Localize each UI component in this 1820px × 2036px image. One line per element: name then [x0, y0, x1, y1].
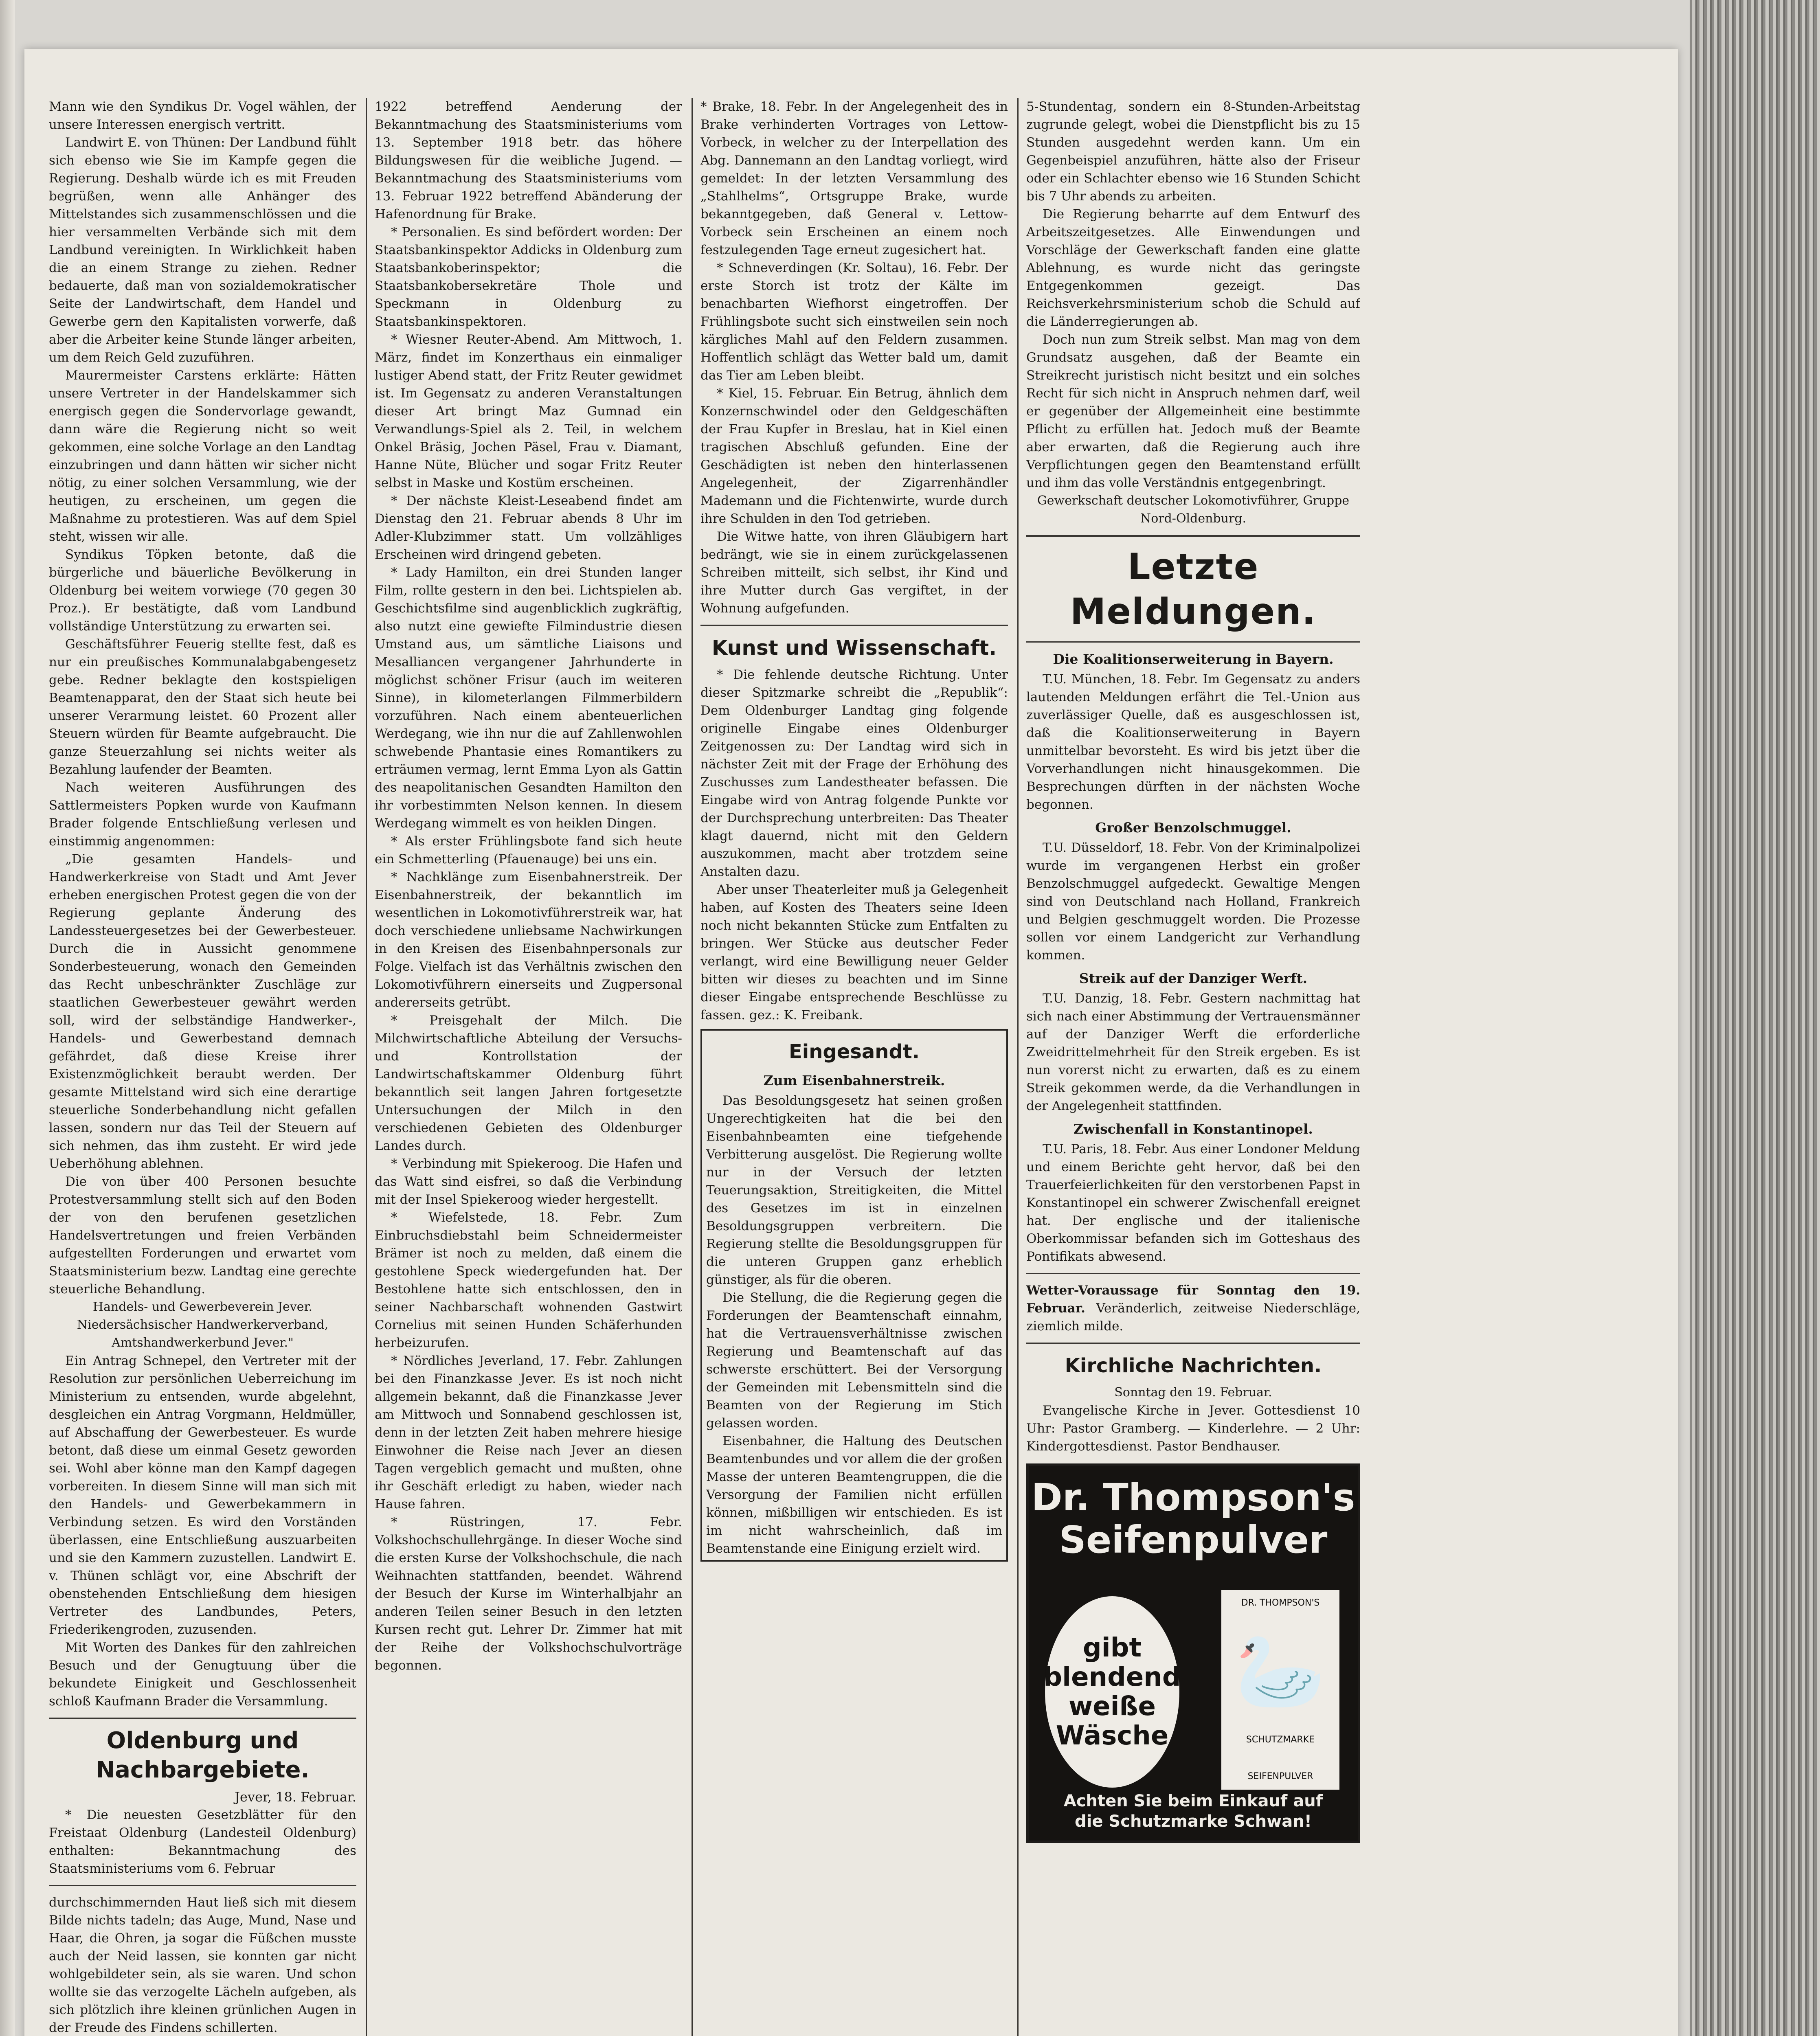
paragraph: Die von über 400 Personen besuchte Protestversammlung stellt sich auf den Boden der von den berufenen gesetzlichen Handelsvertretungen und freien Verbänden aufgestellten Forderungen und erwartet vom Staatsministerium bezw. Landtag eine gerechte steuerliche Behandlung. [49, 1174, 356, 1297]
paragraph: Ein Antrag Schnepel, den Vertreter mit der Resolution zur persönlichen Ueberreichung im Ministerium zu entsenden, wurde abgelehnt, desgleichen ein Antrag Vorgmann, Heldmüller, auf Abschaffung der Gewerbesteuer. Es wurde betont, daß diese um einmal Gesetz geworden sei. Wohl aber könne man den Kampf dagegen vorbereiten. In diesem Sinne will man sich mit den Handels- und Gewerbekammern in Verbindung setzen. Es wird den Vorständen überlassen, eine Entschließung auszuarbeiten und sie den Kammern zuzustellen. Landwirt E. v. Thünen schlägt vor, eine Abschrift der obenstehenden Entschließung dem hiesigen Vertreter des Landbundes, Peters, Friederikengroden, zuzusenden. [49, 1354, 356, 1637]
ad-package [1219, 1588, 1341, 1792]
paragraph: * Verbindung mit Spiekeroog. Die Hafen und das Watt sind eisfrei, so daß die Verbindung mit der Insel Spiekeroog wieder hergestellt. [375, 1156, 682, 1207]
divider [49, 1885, 356, 1886]
ad-slogan-line: weiße Wäsche [1056, 1692, 1169, 1751]
column-2 [375, 98, 682, 2036]
weather-forecast [1026, 1281, 1360, 1335]
newspaper-page [24, 49, 1678, 2036]
weather-label: Wetter-Voraussage für Sonntag den 19. Februar. [1026, 1283, 1360, 1316]
paragraph: Eisenbahner, die Haltung des Deutschen Beamtenbundes und vor allem die der großen Masse der unteren Beamtengruppen, die die Versorgung der Familien nicht erfüllen können, mißbilligen wir entschieden. Es ist im nicht wahrscheinlich, daß im Beamtenstande eine Einigung erzielt wird. [706, 1434, 1002, 1556]
paragraph: * Lady Hamilton, ein drei Stunden langer Film, rollte gestern in den bei. Lichtspielen ab. Geschichtsfilme sind augenblicklich zugkräftig, also nutzt eine gewiefte Filmindustrie diesen Umstand aus, um sämtliche Liaisons und Mesalliancen vergangener Jahrhunderte in möglichst schöner Frisur (auch im weiteren Sinne), in kilometerlangen Filmmerbildern vorzuführen. Nach einem abenteuerlichen Werdegang, wie ihn nur die auf Zahllenwohlen schwebende Phantasie eines Romantikers zu erträumen vermag, lernt Emma Lyon als Gattin des neapolitanischen Gesandten Hamilton den ihr vorbestimmten Nelson kennen. In diesem Werdegang wimmelt es von heiklen Dingen. [375, 565, 682, 831]
paragraph: durchschimmernden Haut ließ sich mit diesem Bilde nichts tadeln; das Auge, Mund, Nase und Haar, die Ohren, ja sogar die Füßchen musste auch der Neid lassen, sie konnten gar nicht wohlgebildeter sein, als sie waren. Und schon wollte sie das verzogelte Lächeln aufgeben, als sich plötzlich ihre kleinen grünlichen Augen in der Freude des Findens schillerten. [49, 1895, 356, 2035]
paragraph: * Nördliches Jeverland, 17. Febr. Zahlungen bei den Finanzkasse Jever. Es ist noch nicht allgemein bekannt, daß die Finanzkasse Jever am Mittwoch und Sonnabend geschlossen ist, denn in der letzten Zeit haben mehrere hiesige Einwohner die Reise nach Jever an diesen Tagen vergeblich gemacht und mußten, ohne ihr Geschäft erledigt zu haben, wieder nach Hause fahren. [375, 1354, 682, 1512]
box-title: Eingesandt. [789, 1040, 920, 1063]
paragraph: * Brake, 18. Febr. In der Angelegenheit des in Brake verhinderten Vortrages von Lettow-Vorbeck, in welcher zu der Interpellation des Abg. Dannemann an den Landtag vorliegt, wird gemeldet: In der letzten Versammlung des „Stahlhelms“, Ortsgruppe Brake, wurde bekanntgegeben, daß General v. Lettow-Vorbeck sein Erscheinen an einem noch festzulegenden Tage erneut zugesichert hat. [700, 99, 1008, 257]
paragraph: * Die neuesten Gesetzblätter für den Freistaat Oldenburg (Landesteil Oldenburg) enthalten: Bekanntmachung des Staatsministeriums vom 6. Februar [49, 1808, 356, 1876]
paragraph: Syndikus Töpken betonte, daß die bürgerliche und bäuerliche Bevölkerung in Oldenburg bei weitem vorwiege (70 gegen 30 Proz.). Er bestätigte, daß vom Landbund vollständige Unterstützung zu erwarten sei. [49, 547, 356, 634]
paragraph: 5-Stundentag, sondern ein 8-Stunden-Arbeitstag zugrunde gelegt, wobei die Dienstpflicht bis zu 15 Stunden ausgedehnt werden kann. Um ein Gegenbeispiel anzuführen, hätte also der Friseur oder ein Schlachter ebenso wie 16 Stunden Schicht bis 7 Uhr abends zu arbeiten. [1026, 99, 1360, 204]
paragraph: * Schneverdingen (Kr. Soltau), 16. Febr. Der erste Storch ist trotz der Kälte im benachbarten Wiefhorst eingetroffen. Der Frühlingsbote sucht sich einstweilen sein noch kärgliches Mahl auf den Feldern zusammen. Hoffentlich schlägt das Wetter bald um, damit das Tier am Leben bleibt. [700, 261, 1008, 383]
paragraph: Nach weiteren Ausführungen des Sattlermeisters Popken wurde von Kaufmann Brader folgende Entschließung verlesen und einstimmig angenommen: [49, 780, 356, 849]
news-text: T.U. Düsseldorf, 18. Febr. Von der Kriminalpolizei wurde im vergangenen Herbst ein großer Benzolschmuggel aufgedeckt. Gewaltige Mengen sind von Deutschland nach Holland, Frankreich und Belgien geschmuggelt worden. Die Prozesse sollen vor einem Landgericht zur Verhandlung kommen. [1026, 840, 1360, 963]
paragraph: Doch nun zum Streik selbst. Man mag von dem Grundsatz ausgehen, daß der Beamte ein Streikrecht juristisch nicht besitzt und ein solches Recht für sich nicht in Anspruch nehmen darf, weil er gegenüber der Allgemeinheit eine bestimmte Pflicht zu erfüllen hat. Jedoch muß der Beamte aber erwarten, daß die Regierung auch ihre Verpflichtungen gegen den Beamtenstand erfüllt und ihm das volle Verständnis entgegenbringt. [1026, 332, 1360, 490]
paragraph: Aber unser Theaterleiter muß ja Gelegenheit haben, auf Kosten des Theaters seine Ideen noch nicht bekannten Stücke zum Entfalten zu bringen. Wer Stücke aus deutscher Feder verlangt, wird eine Bewilligung neuer Gelder bitten wir dieses zu beachten und im Sinne dieser Eingabe entsprechende Beschlüsse zu fassen. gez.: K. Freibank. [700, 882, 1008, 1022]
column-rule [692, 98, 693, 2036]
ad-footer-line: die Schutzmarke Schwan! [1075, 1812, 1312, 1831]
page-stack-edges [1690, 0, 1820, 2036]
news-text: T.U. Danzig, 18. Febr. Gestern nachmittag hat sich nach einer Abstimmung der Vertrauensmänner auf der Danziger Werft die erforderliche Zweidrittelmehrheit für den Streik ergeben. Es ist nun vorerst nicht zu erwarten, daß es zu einem Streik gekommen werde, da die Verhandlungen in der Angelegenheit stattfinden. [1026, 991, 1360, 1113]
church-date: Sonntag den 19. Februar. [1114, 1385, 1272, 1400]
paragraph: * Preisgehalt der Milch. Die Milchwirtschaftliche Abteilung der Versuchs- und Kontrollstation der Landwirtschaftskammer Oldenburg führt bekanntlich seit langen Jahren fortgesetzte Untersuchungen der Milch in den verschiedenen Gebieten des Oldenburger Landes durch. [375, 1013, 682, 1153]
paragraph: Maurermeister Carstens erklärte: Hätten unsere Vertreter in der Handelskammer sich energisch gegen die Sondervorlage gewandt, dann wäre die Regierung nicht so weit gekommen, eine solche Vorlage an den Landtag einzubringen und dann hätten wir sicher nicht nötig, zu einer solchen Versammlung, wie der heutigen, zu erscheinen, um gegen die Maßnahme zu protestieren. Was auf dem Spiel steht, wissen wir alle. [49, 368, 356, 544]
section-title: Kunst und Wissenschaft. [711, 636, 997, 660]
paragraph: * Als erster Frühlingsbote fand sich heute ein Schmetterling (Pfauenauge) bei uns ein. [375, 834, 682, 867]
news-headline: Zwischenfall in Konstantinopel. [1074, 1121, 1313, 1137]
signoff-line: Gewerkschaft deutscher Lokomotivführer, Gruppe Nord-Oldenburg. [1037, 494, 1350, 526]
news-headline: Großer Benzolschmuggel. [1095, 820, 1291, 836]
section-title: Oldenburg und Nachbargebiete. [96, 1727, 310, 1783]
paragraph: Die Stellung, die die Regierung gegen die Forderungen der Beamtenschaft einnahm, hat die Vertrauensverhältnisse zwischen Regierung und Beamtenschaft auf das schwerste erschüttert. Bei der Versorgung der Gemeinden mit Lebensmitteln sind die Beamten von der Regierung im Stich gelassen worden. [706, 1290, 1002, 1430]
news-text: T.U. Paris, 18. Febr. Aus einer Londoner Meldung und einem Berichte geht hervor, daß bei den Trauerfeierlichkeiten für den verstorbenen Papst in Konstantinopel ein schwerer Zwischenfall ereignet hat. Der englische und der italienische Oberkommissar befanden sich im Gotteshaus des Pontifikats abwesend. [1026, 1142, 1360, 1264]
ad-footer-line: Achten Sie beim Einkauf auf [1063, 1792, 1323, 1810]
paragraph: * Wiesner Reuter-Abend. Am Mittwoch, 1. März, findet im Konzerthaus ein einmaliger lustiger Abend statt, der Fritz Reuter gewidmet ist. Im Gegensatz zu anderen Veranstaltungen dieser Art bringt Maz Gumnad ein Verwandlungs-Spiel als 2. Teil, in welchem Onkel Bräsig, Jochen Päsel, Frau v. Diamant, Hanne Nüte, Blücher und sogar Fritz Reuter selbst in Maske und Kostüm erscheinen. [375, 332, 682, 490]
column-rule [366, 98, 367, 2036]
ad-footer [1029, 1791, 1358, 1832]
column-4 [1026, 98, 1360, 2036]
church-title: Kirchliche Nachrichten. [1065, 1354, 1322, 1377]
ad-slogan-line: blendend [1043, 1662, 1181, 1692]
paragraph: * Wiefelstede, 18. Febr. Zum Einbruchsdiebstahl beim Schneidermeister Brämer ist noch zu melden, daß einem die gestohlene Speck wiedergefunden hat. Der Bestohlene hatte sich entschlossen, den in seiner Nachbarschaft wohnenden Gastwirt Cornelius mit seinen Hunden Schäferhunden herbeizurufen. [375, 1210, 682, 1350]
package-label: SCHUTZMARKE [1246, 1735, 1315, 1745]
divider [1026, 1343, 1360, 1344]
package-label: DR. THOMPSON'S [1241, 1598, 1320, 1608]
paragraph: * Personalien. Es sind befördert worden: Der Staatsbankinspektor Addicks in Oldenburg zum Staatsbankoberinspektor; die Staatsbankobersekretäre Thole und Speckmann in Oldenburg zu Staatsbankinspektoren. [375, 225, 682, 329]
paragraph: Mann wie den Syndikus Dr. Vogel wählen, der unsere Interessen energisch vertritt. [49, 99, 356, 132]
ad-slogan [1045, 1596, 1179, 1788]
serial-novel [49, 1893, 356, 2036]
paragraph: * Rüstringen, 17. Febr. Volkshochschullehrgänge. In dieser Woche sind die ersten Kurse der Volkshochschule, die nach Weihnachten stattfanden, beendet. Während der Besuch der Kurse im Winterhalbjahr an anderen Teilen seiner Besuch in den letzten Kursen recht gut. Lehrer Dr. Zimmer hat mit der Reihe der Volkshochschulvorträge begonnen. [375, 1515, 682, 1673]
column-3 [700, 98, 1008, 2036]
signoff-line: Niedersächsischer Handwerkerverband, [77, 1318, 329, 1332]
adjacent-page-edge [0, 0, 15, 2036]
paragraph: Mit Worten des Dankes für den zahlreichen Besuch und der Genugtuung über die bekundete Einigkeit und Geschlossenheit schloß Kaufmann Brader die Versammlung. [49, 1640, 356, 1709]
paragraph: * Der nächste Kleist-Leseabend findet am Dienstag den 21. Februar abends 8 Uhr im Adler-Klubzimmer statt. Um vollzähliges Erscheinen wird dringend gebeten. [375, 494, 682, 562]
divider [1026, 535, 1360, 537]
divider [1026, 641, 1360, 643]
weather-text: Veränderlich, zeitweise Niederschläge, ziemlich milde. [1026, 1301, 1360, 1334]
paragraph: 1922 betreffend Aenderung der Bekanntmachung des Staatsministeriums vom 13. September 1918 betr. das höhere Bildungswesen für die weibliche Jugend. — Bekanntmachung des Staatsministeriums vom 13. Februar 1922 betreffend Abänderung der Hafenordnung für Brake. [375, 99, 682, 222]
column-1 [49, 98, 356, 2036]
paragraph: Das Besoldungsgesetz hat seinen großen Ungerechtigkeiten hat die bei den Eisenbahnbeamten eine tiefgehende Verbitterung ausgelöst. Die Regierung wollte nur in der Versuch der letzten Teuerungsaktion, Streitigkeiten, die Mittel des Gesetzes im ist in einzelnen Besoldungsgruppen verbreitern. Die Regierung stellte die Besoldungsgruppen für die unteren Gruppen ganz erheblich günstiger, als für die oberen. [706, 1093, 1002, 1287]
ad-slogan-line: gibt [1082, 1633, 1142, 1663]
ad-product: Seifenpulver [1059, 1518, 1328, 1562]
signoff-line: Amtshandwerkerbund Jever." [112, 1336, 294, 1350]
swan-icon: 🦢 [1234, 1629, 1326, 1714]
latest-news-title: Letzte Meldungen. [1070, 546, 1317, 632]
col1-article [49, 98, 356, 1710]
paragraph: * Kiel, 15. Februar. Ein Betrug, ähnlich dem Konzernschwindel oder den Geldgeschäften der Frau Kupfer in Breslau, hat in Kiel einen tragischen Abschluß gefunden. Eine der Geschädigten ist neben den hinterlassenen Angelegenheit, der Zigarrenhändler Mademann und die Fichtenwirte, wurde durch ihre Schulden in den Tod getrieben. [700, 386, 1008, 526]
paragraph: „Die gesamten Handels- und Handwerkerkreise von Stadt und Amt Jever erheben energischen Protest gegen die von der Regierung geplante Änderung des Landessteuergesetzes bei der Gewerbesteuer. Durch die in Aussicht genommene Sonderbesteuerung, wonach den Gemeinden das Recht unbeschränkter Zuschläge zur staatlichen Gewerbesteuer gewährt werden soll, wird der selbständige Handwerker-, Handels- und Gewerbestand demnach gefährdet, daß diese Kreise ihrer Existenzmöglichkeit beraubt werden. Der gesamte Mittelstand wird sich eine derartige steuerliche Sonderbehandlung nicht gefallen lassen, sondern nur das Teil der Steuern auf sich nehmen, das ihm zusteht. Er wird jede Ueberhöhung ablehnen. [49, 852, 356, 1171]
divider [1026, 1273, 1360, 1274]
paragraph: * Die fehlende deutsche Richtung. Unter dieser Spitzmarke schreibt die „Republik“: Dem Oldenburger Landtag ging folgende originelle Eingabe eines Oldenburger Zeitgenossen zu: Der Landtag wird sich in nächster Zeit mit der Frage der Erhöhung des Zuschusses zum Landestheater befassen. Die Eingabe wird von Antrag folgende Punkte vor der Durchsprechung unterbreiten: Das Theater klagt dauernd, nicht mit den Geldern auszukommen, macht aber trotzdem seine Anstalten dazu. [700, 667, 1008, 879]
church-text: Evangelische Kirche in Jever. Gottesdienst 10 Uhr: Pastor Gramberg. — Kinderlehre. — 2 Uhr: Kindergottesdienst. Pastor Bendhauser. [1026, 1403, 1360, 1454]
news-headline: Streik auf der Danziger Werft. [1079, 970, 1308, 986]
ad-brand: Dr. Thompson's [1031, 1476, 1355, 1519]
soap-advertisement [1026, 1463, 1360, 1843]
news-headline: Die Koalitionserweiterung in Bayern. [1053, 651, 1334, 667]
paragraph: Geschäftsführer Feuerig stellte fest, daß es nur ein preußisches Kommunalabgabengesetz gebe. Redner beklagte den kostspieligen Beamtenapparat, den der Staat sich heute bei unserer Verarmung leistet. 60 Prozent aller Steuern würden für Beamte aufgebraucht. Die ganze Steuerzahlung sei nichts weiter als Bezahlung laufender der Beamten. [49, 637, 356, 777]
paragraph: Landwirt E. von Thünen: Der Landbund fühlt sich ebenso wie Sie im Kampfe gegen die Regierung. Deshalb würde ich es mit Freuden begrüßen, wenn alle Anhänger des Mittelstandes sich zusammenschlössen und die hier versammelten Verbände sich mit dem Landbund vereinigten. In Wirklichkeit haben die an einem Strange zu ziehen. Redner bedauerte, daß man von sozialdemokratischer Seite der Landwirtschaft, dem Handel und Gewerbe gern den Kapitalisten vorwerfe, daß aber die Arbeiter keine Stunde länger arbeiten, um dem Reich Geld zuzuführen. [49, 135, 356, 365]
package-label: SEIFENPULVER [1247, 1771, 1313, 1782]
paragraph: Die Witwe hatte, von ihren Gläubigern hart bedrängt, wie sie in einem zurückgelassenen Schreiben mitteilt, sich selbst, ihr Kind und ihre Mutter durch Gas vergiftet, in der Wohnung aufgefunden. [700, 529, 1008, 616]
divider [700, 625, 1008, 626]
box-subtitle: Zum Eisenbahnerstreik. [763, 1073, 945, 1088]
divider [49, 1718, 356, 1719]
paragraph: * Nachklänge zum Eisenbahnerstreik. Der Eisenbahnerstreik, der bekanntlich im wesentlichen in Lokomotivführerstreik war, hat doch verschiedene unliebsame Nachwirkungen in den Kreisen des Eisenbahnpersonals zur Folge. Vielfach ist das Verhältnis zwischen den Lokomotivführern einerseits und Zugpersonal andererseits getrübt. [375, 870, 682, 1010]
column-rule [1017, 98, 1019, 2036]
letters-box [700, 1029, 1008, 1562]
paragraph: Die Regierung beharrte auf dem Entwurf des Arbeitszeitgesetzes. Alle Einwendungen und Vorschläge der Gewerkschaft fanden eine glatte Ablehnung, es wurde nicht das geringste Entgegenkommen gezeigt. Das Reichsverkehrsministerium schob die Schuld auf die Länderregierungen ab. [1026, 207, 1360, 329]
signoff-line: Handels- und Gewerbeverein Jever. [92, 1300, 313, 1314]
dateline: Jever, 18. Februar. [235, 1789, 356, 1805]
news-text: T.U. München, 18. Febr. Im Gegensatz zu anders lautenden Meldungen erfährt die Tel.-Union aus zuverlässiger Quelle, daß es ausgeschlossen ist, daß die Koalitionserweiterung in Bayern unmittelbar bevorsteht. Es wird bis jetzt über die Vorverhandlungen nicht hinausgekommen. Die Besprechungen dürften in der nächsten Woche begonnen. [1026, 672, 1360, 812]
